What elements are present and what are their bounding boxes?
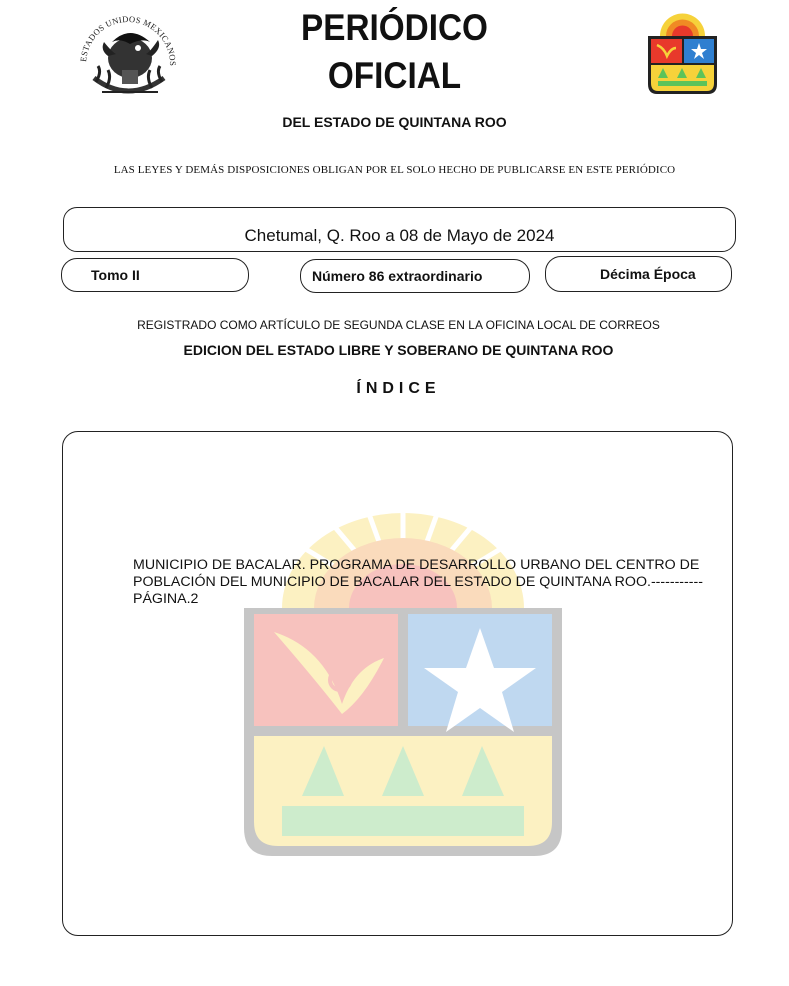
state-subtitle: DEL ESTADO DE QUINTANA ROO bbox=[282, 114, 507, 130]
legal-motto: LAS LEYES Y DEMÁS DISPOSICIONES OBLIGAN POR EL SOLO HECHO DE PUBLICARSE EN ESTE PERIÓDICO bbox=[113, 164, 676, 176]
numero-pill bbox=[300, 259, 530, 293]
periodico-title: PERIÓDICO bbox=[301, 7, 488, 48]
tomo-pill bbox=[61, 258, 249, 292]
epoca-pill bbox=[545, 256, 732, 292]
publication-date: Chetumal, Q. Roo a 08 de Mayo de 2024 bbox=[244, 226, 555, 245]
registration-note: REGISTRADO COMO ARTÍCULO DE SEGUNDA CLASE EN LA OFICINA LOCAL DE CORREOS bbox=[137, 318, 660, 332]
index-heading: ÍNDICE bbox=[356, 380, 441, 397]
edition-note: EDICION DEL ESTADO LIBRE Y SOBERANO DE QUINTANA ROO bbox=[183, 342, 614, 358]
oficial-title: OFICIAL bbox=[327, 55, 462, 96]
quintana-roo-coat-of-arms-logo bbox=[646, 12, 719, 96]
numero-label: Número 86 extraordinario bbox=[312, 268, 483, 284]
tomo-label: Tomo II bbox=[91, 267, 140, 283]
index-entry: MUNICIPIO DE BACALAR. PROGRAMA DE DESARROLLO URBANO DEL CENTRO DE POBLACIÓN DEL MUNICIPIO DE BACALAR DEL ESTADO DE QUINTANA ROO.-----------PÁGINA.2 bbox=[133, 557, 703, 607]
seal-text: ESTADOS UNIDOS MEXICANOS bbox=[78, 13, 179, 67]
epoca-label: Décima Época bbox=[600, 266, 696, 282]
